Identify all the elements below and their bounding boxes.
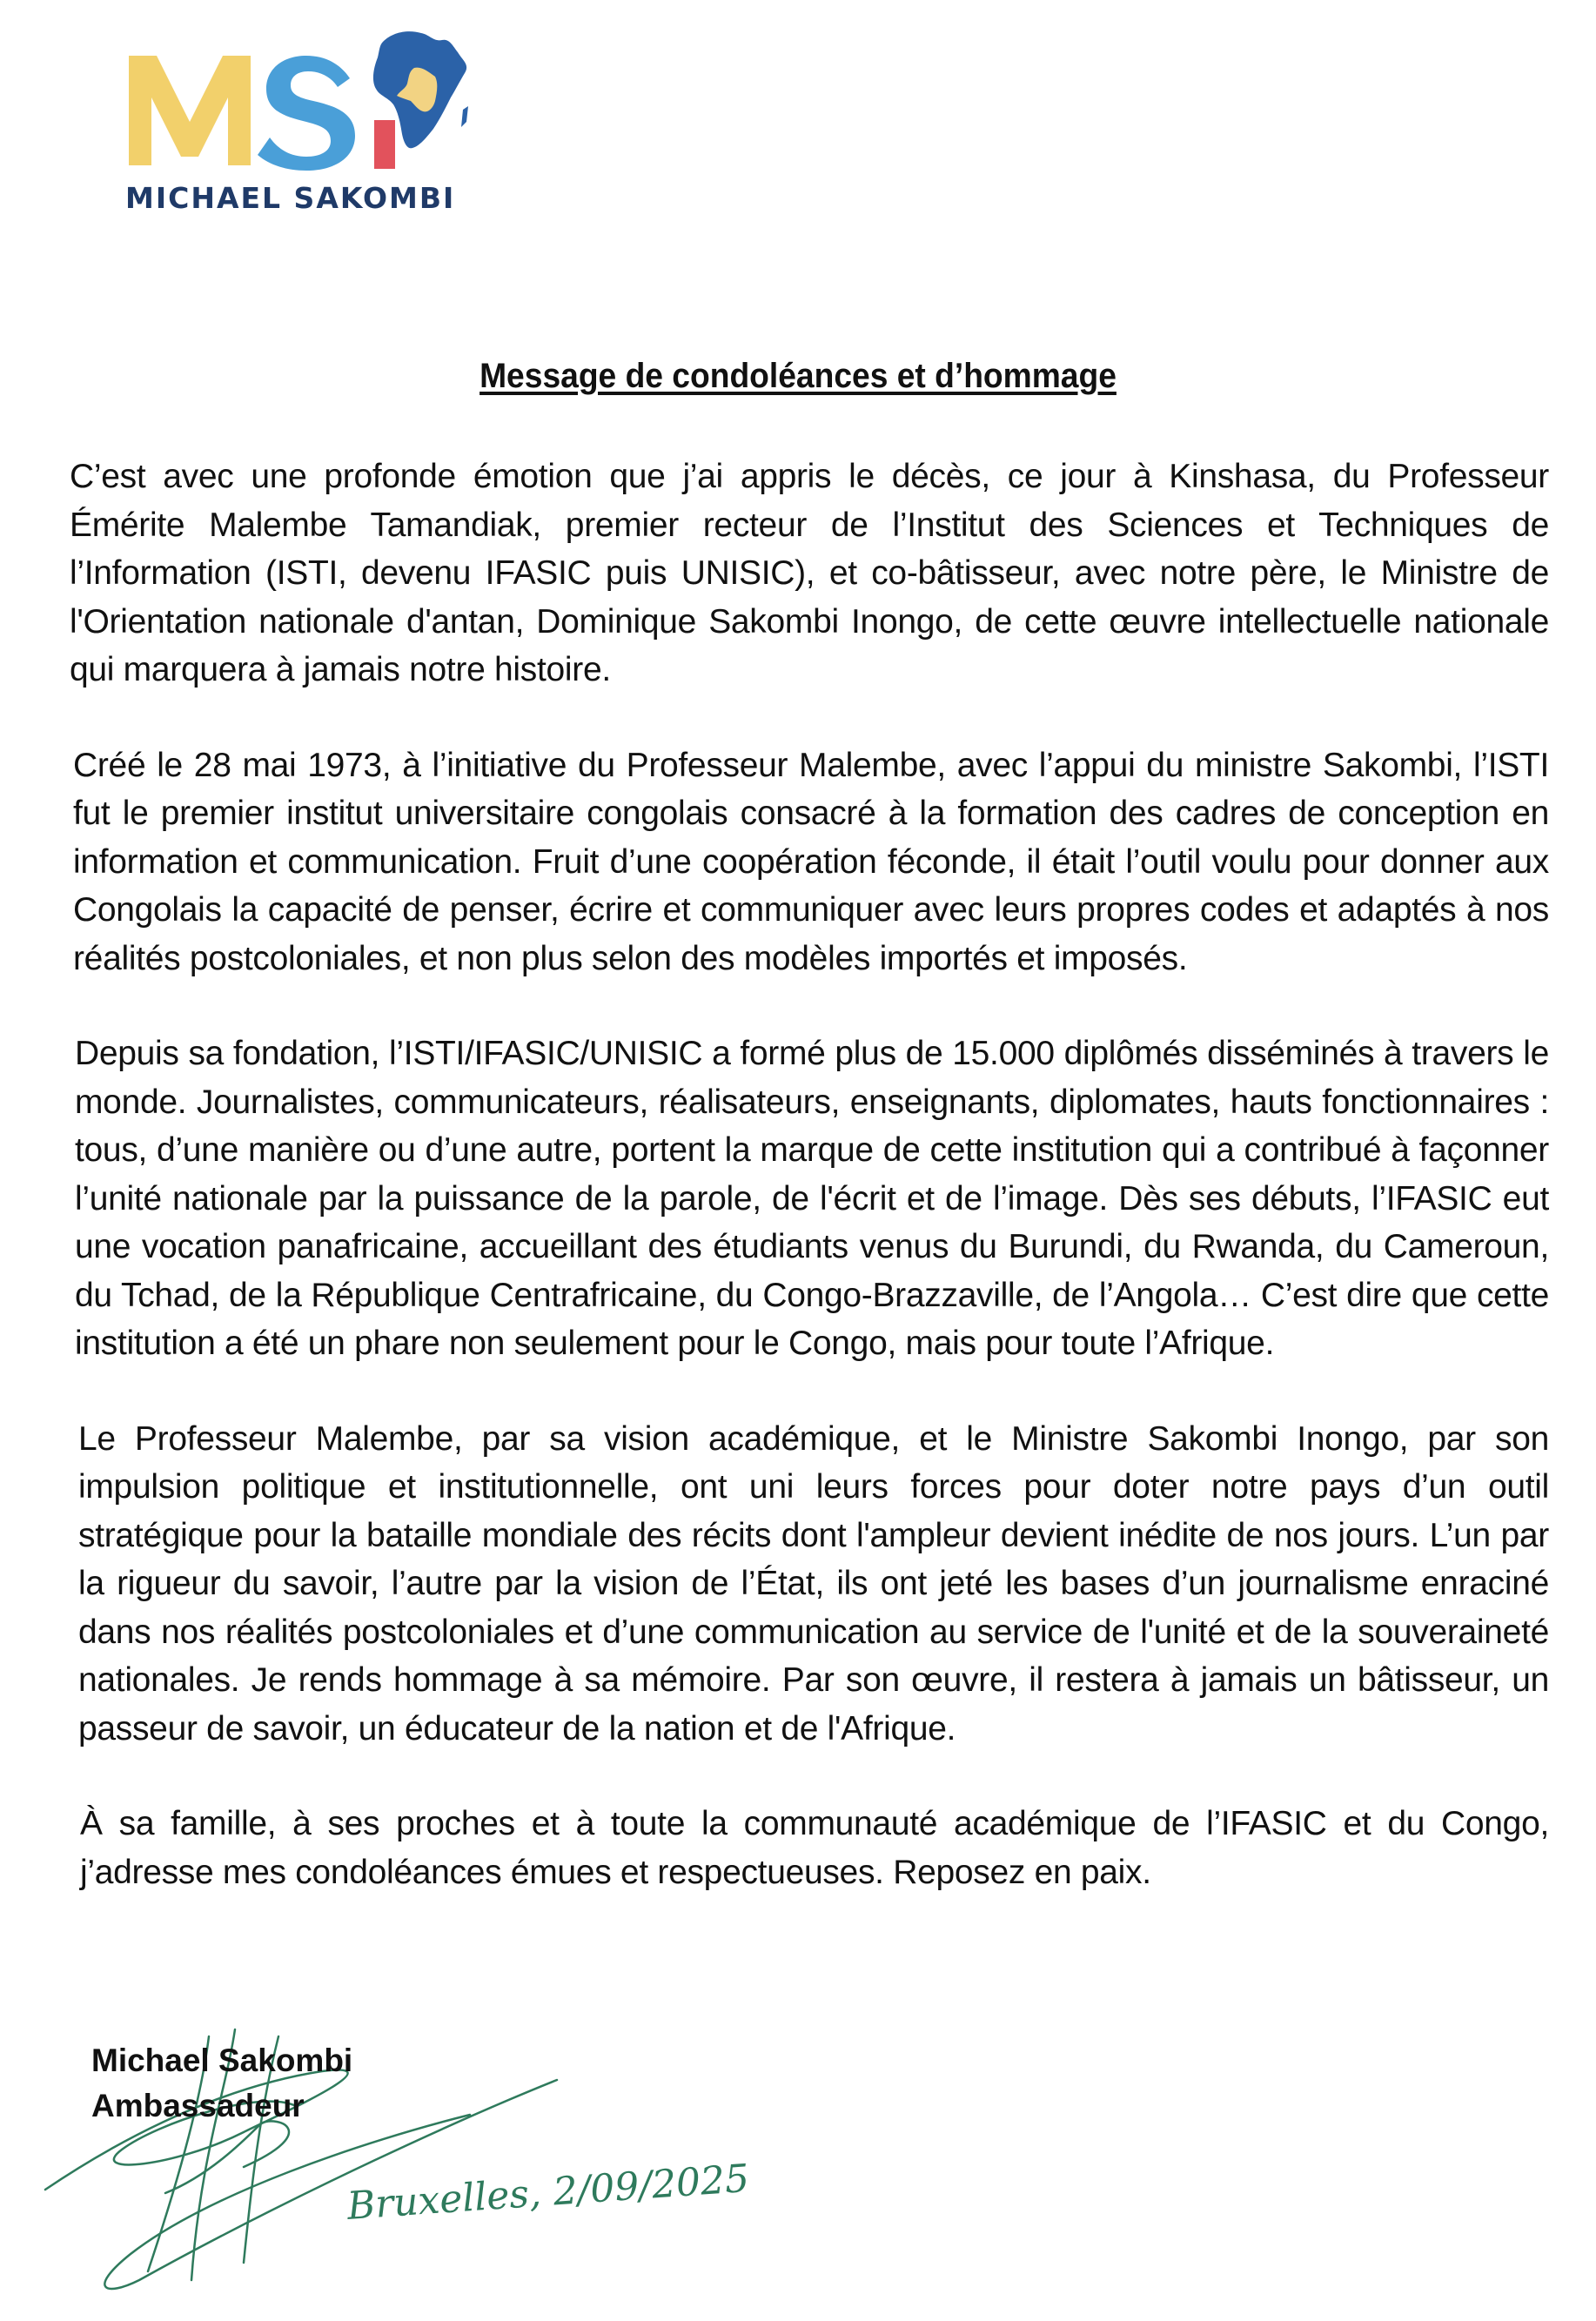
madagascar-shape (461, 106, 468, 127)
signatory (91, 2038, 352, 2129)
logo-letter-s (258, 56, 355, 171)
paragraph-tribute: Le Professeur Malembe, par sa vision académique, et le Ministre Sakombi Inongo, par son impulsion politique et institutionnelle, ont uni leurs forces pour doter notre pays d’un outil stratégique pour la bataille mondiale des récits dont l'ampleur devient inédite de nos jours. L’un par la rigueur du savoir, l’autre par la vision de l’État, ils ont jeté les bases d’un journalisme enraciné dans nos réalités postcoloniales et d’une communication au service de l'unité et de la souveraineté nationales. Je rends hommage à sa mémoire. Par son œuvre, il restera à jamais un bâtisseur, un passeur de savoir, un éducateur de la nation et de l'Afrique. (78, 1419, 1549, 1747)
letter-body (70, 453, 1549, 1943)
paragraph-history: Créé le 28 mai 1973, à l’initiative du Professeur Malembe, avec l’appui du ministre Sakombi, l’ISTI fut le premier institut universitaire congolais consacré à la formation des cadres de conception en information et communication. Fruit d’une coopération féconde, il était l’outil voulu pour donner aux Congolais la capacité de penser, écrire et communiquer avec leurs propres codes et adaptés à nos réalités postcoloniales, et non plus selon des modèles importés et imposés. (73, 746, 1549, 977)
logo-letter-m (129, 56, 251, 165)
paragraph-legacy: Depuis sa fondation, l’ISTI/IFASIC/UNISIC a formé plus de 15.000 diplômés disséminés à travers le monde. Journalistes, communicateurs, réalisateurs, enseignants, diplomates, hauts fonctionnaires : tous, d’une manière ou d’une autre, portent la marque de cette institution qui a contribué à façonner l’unité nationale par la puissance de la parole, de l'écrit et de l’image. Dès ses débuts, l’IFASIC eut une vocation panafricaine, accueillant des étudiants venus du Burundi, du Rwanda, du Cameroun, du Tchad, de la République Centrafricaine, du Congo-Brazzaville, de l’Angola… C’est dire que cette institution a été un phare non seulement pour le Congo, mais pour toute l’Afrique. (75, 1035, 1549, 1362)
logo-wordmark: MICHAEL SAKOMBI (125, 181, 456, 215)
document-title: Message de condoléances et d’hommage (479, 357, 1117, 395)
paragraph-opening: C’est avec une profonde émotion que j’ai appris le décès, ce jour à Kinshasa, du Professeur Émérite Malembe Tamandiak, premier recteur de l’Institut des Sciences et Techniques de l’Information (ISTI, devenu IFASIC puis UNISIC), et co-bâtisseur, avec notre père, le Ministre de l'Orientation nationale d'antan, Dominique Sakombi Inongo, de cette œuvre intellectuelle nationale qui marquera à jamais notre histoire. (70, 458, 1549, 688)
signatory-role: Ambassadeur (91, 2088, 305, 2123)
handwritten-place-date: Bruxelles, 2/09/2025 (345, 2156, 751, 2229)
msi-logo (122, 26, 470, 213)
paragraph-condolences: À sa famille, à ses proches et à toute la communauté académique de l’IFASIC et du Congo, j’adresse mes condoléances émues et respectueuses. Reposez en paix. (80, 1805, 1549, 1891)
logo-letter-i (374, 120, 395, 169)
signatory-name: Michael Sakombi (91, 2043, 353, 2078)
logo-graphic (122, 26, 470, 183)
